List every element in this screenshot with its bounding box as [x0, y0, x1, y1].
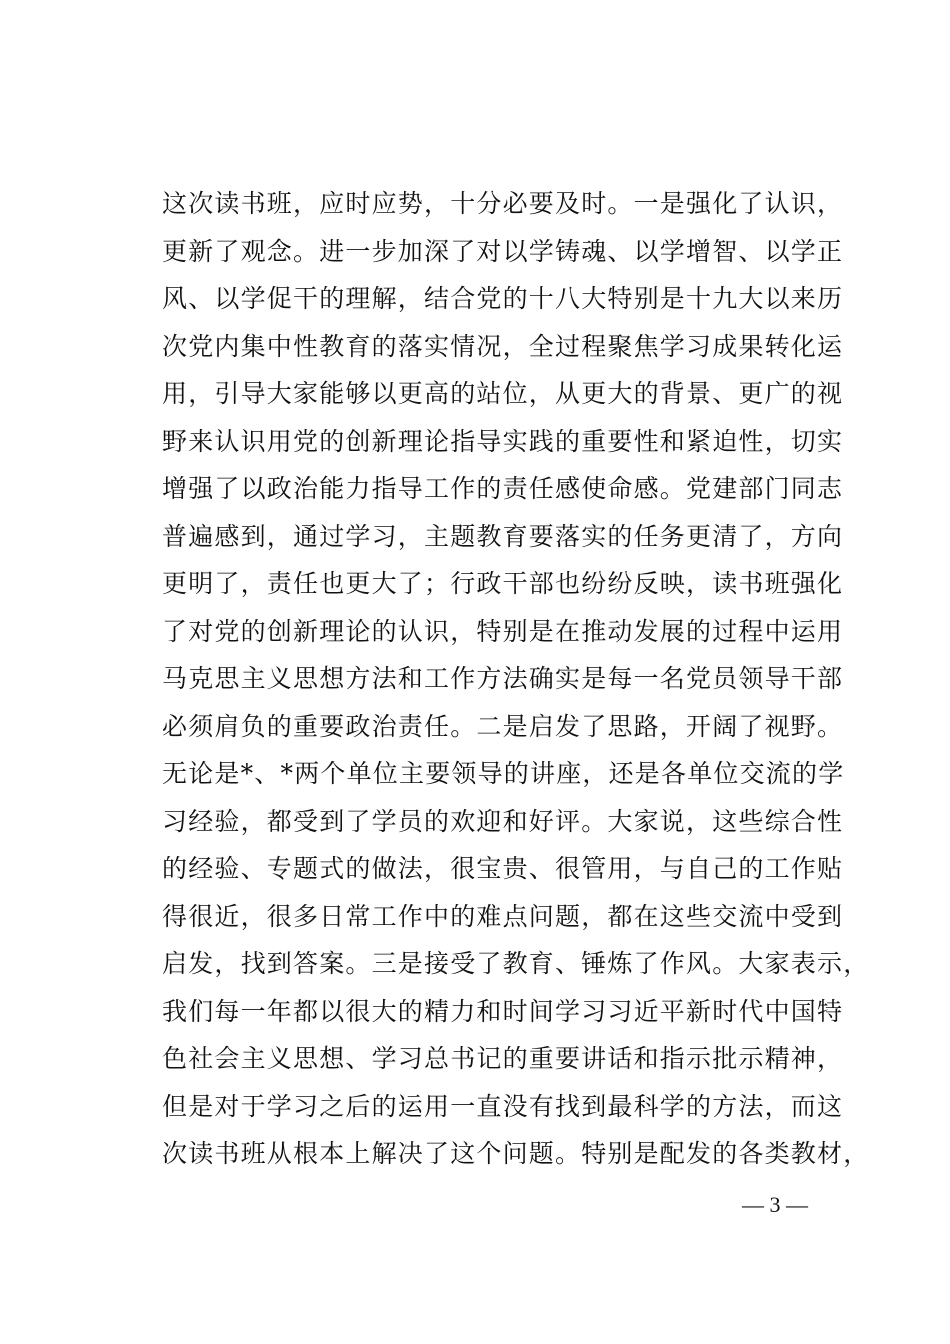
text-line: 次党内集中性教育的落实情况，全过程聚焦学习成果转化运	[162, 331, 844, 361]
text-line: 但是对于学习之后的运用一直没有找到最科学的方法，而这	[162, 1091, 844, 1121]
text-line: 必须肩负的重要政治责任。二是启发了思路，开阔了视野。	[162, 711, 844, 741]
text-line: 得很近，很多日常工作中的难点问题，都在这些交流中受到	[162, 901, 844, 931]
text-line: 启发，找到答案。三是接受了教育、锤炼了作风。大家表示，	[162, 949, 870, 978]
text-line: 无论是*、*两个单位主要领导的讲座，还是各单位交流的学	[162, 759, 845, 788]
text-line: 增强了以政治能力指导工作的责任感使命感。党建部门同志	[162, 474, 844, 503]
text-line: 的经验、专题式的做法，很宝贵、很管用，与自己的工作贴	[162, 854, 844, 883]
text-line: 普遍感到，通过学习，主题教育要落实的任务更清了，方向	[162, 521, 844, 551]
text-line: 更新了观念。进一步加深了对以学铸魂、以学增智、以学正	[162, 236, 844, 266]
text-line: 风、以学促干的理解，结合党的十八大特别是十九大以来历	[162, 284, 844, 313]
text-line: 我们每一年都以很大的精力和时间学习习近平新时代中国特	[162, 996, 844, 1026]
body-paragraph	[162, 180, 870, 1178]
text-line: 习经验，都受到了学员的欢迎和好评。大家说，这些综合性	[162, 806, 844, 836]
text-line: 野来认识用党的创新理论指导实践的重要性和紧迫性，切实	[162, 426, 844, 456]
text-line: 更明了，责任也更大了；行政干部也纷纷反映，读书班强化	[162, 569, 844, 598]
text-line: 色社会主义思想、学习总书记的重要讲话和指示批示精神，	[162, 1044, 844, 1073]
text-line: 这次读书班，应时应势，十分必要及时。一是强化了认识，	[162, 189, 844, 218]
text-line: 马克思主义思想方法和工作方法确实是每一名党员领导干部	[162, 664, 844, 693]
page-number: — 3 —	[742, 1192, 808, 1217]
text-line: 用，引导大家能够以更高的站位，从更大的背景、更广的视	[162, 379, 844, 408]
text-line: 了对党的创新理论的认识，特别是在推动发展的过程中运用	[162, 616, 844, 646]
text-line: 次读书班从根本上解决了这个问题。特别是配发的各类教材，	[162, 1139, 870, 1168]
